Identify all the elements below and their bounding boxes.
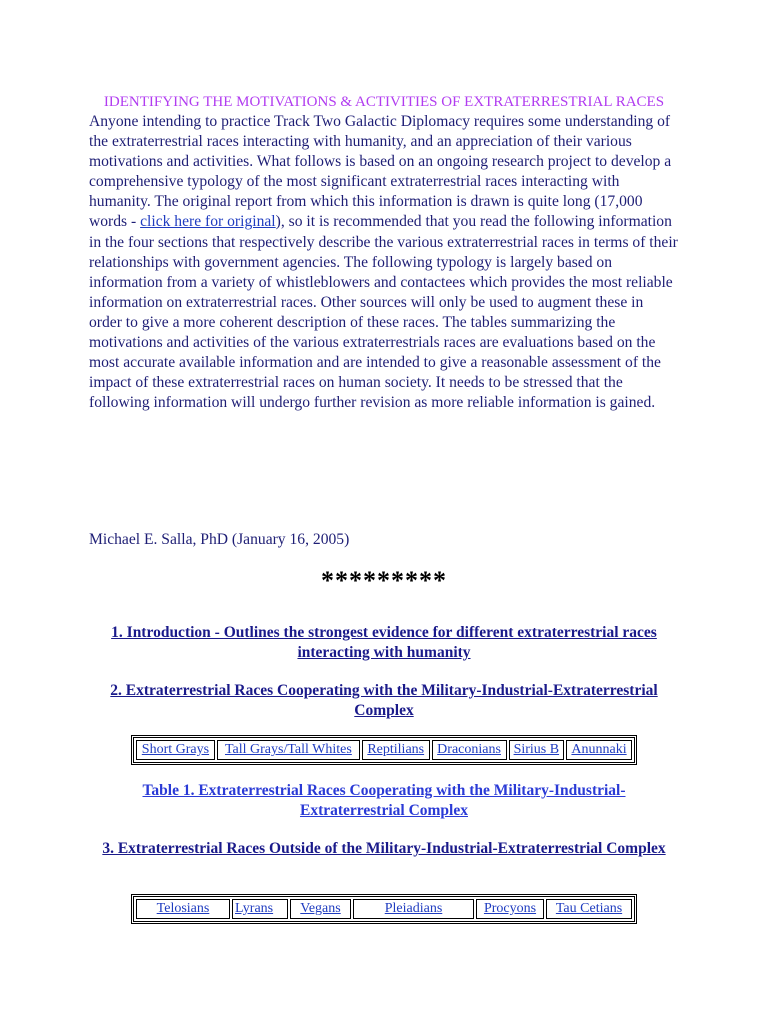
race-link-anunnaki[interactable]: Anunnaki (571, 742, 627, 757)
race-link-short-grays[interactable]: Short Grays (141, 742, 210, 757)
race-link-telosians[interactable]: Telosians (156, 901, 210, 916)
race-link-tau-cetians[interactable]: Tau Cetians (555, 901, 623, 916)
race-cell (509, 740, 564, 760)
race-cell (362, 740, 430, 760)
outside-races-table (133, 896, 635, 922)
author-line: Michael E. Salla, PhD (January 16, 2005) (89, 531, 350, 548)
race-cell (546, 899, 632, 919)
intro-text-end: ), so it is recommended that you read the following information in the four sections that respectively describe the various extraterrestrial races in terms of their relationships with government agencies. The following typology is largely based on information from a variety of whistleblowers and contactees which provides the most reliable information on extraterrestrial races. Other sources will only be used to augment these in order to give a more coherent description of these races. The tables summarizing the motivations and activities of the various extraterrestrials races are evaluations based on the most accurate available information and are intended to give a reasonable assessment of the impact of these extraterrestrial races on human society. It needs to be stressed that the following information will undergo further revision as more reliable information is gained. (89, 213, 678, 412)
section-2-link[interactable]: 2. Extraterrestrial Races Cooperating with the Military-Industrial-Extraterrestrial Complex (110, 682, 658, 719)
race-cell (476, 899, 544, 919)
race-link-procyons[interactable]: Procyons (483, 901, 537, 916)
original-report-link[interactable]: click here for original (140, 213, 276, 231)
intro-text-start: Anyone intending to practice Track Two Galactic Diplomacy requires some understanding of the extraterrestrial races interacting with humanity, and an appreciation of their various motivations and activities. What follows is based on an ongoing research project to develop a comprehensive typology of the most significant extraterrestrial races interacting with humanity. The original report from which this information is drawn is quite long (17,000 words - (89, 113, 672, 231)
race-cell (353, 899, 474, 919)
race-cell (217, 740, 360, 760)
article-body (89, 92, 679, 413)
section-3-link[interactable]: 3. Extraterrestrial Races Outside of the Military-Industrial-Extraterrestrial Complex (102, 840, 666, 857)
race-cell (232, 899, 288, 919)
section-1-link[interactable]: 1. Introduction - Outlines the strongest evidence for different extraterrestrial races interacting with humanity (111, 624, 657, 661)
race-cell (136, 899, 230, 919)
cooperating-races-row (136, 740, 632, 760)
race-link-pleiadians[interactable]: Pleiadians (384, 901, 443, 916)
race-link-vegans[interactable]: Vegans (300, 901, 341, 916)
race-link-reptilians[interactable]: Reptilians (367, 742, 425, 757)
race-link-tall-grays[interactable]: Tall Grays/Tall Whites (224, 742, 352, 757)
race-cell (432, 740, 507, 760)
race-link-draconians[interactable]: Draconians (437, 742, 501, 757)
intro-paragraph (89, 112, 679, 413)
cooperating-races-table (133, 737, 635, 763)
race-cell (136, 740, 215, 760)
outside-races-row (136, 899, 632, 919)
race-cell (290, 899, 351, 919)
race-cell (566, 740, 632, 760)
table-1-link[interactable]: Table 1. Extraterrestrial Races Cooperating with the Military-Industrial-Extraterrestrial Complex (142, 782, 626, 819)
race-link-lyrans[interactable]: Lyrans (235, 901, 274, 916)
page-title: IDENTIFYING THE MOTIVATIONS & ACTIVITIES OF EXTRATERRESTRIAL RACES (103, 94, 665, 110)
race-link-sirius-b[interactable]: Sirius B (513, 742, 560, 757)
separator-stars: ********* (321, 566, 447, 595)
